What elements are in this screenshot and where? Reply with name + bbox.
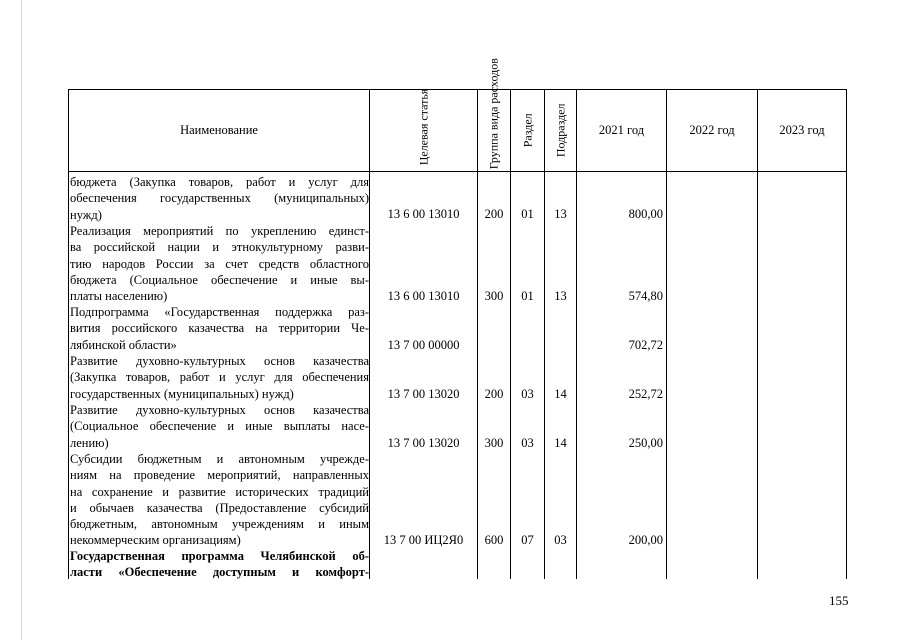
header-2023-label: 2023 год — [779, 122, 825, 137]
header-group — [478, 57, 510, 171]
name-line: нужд) — [70, 207, 102, 222]
header-name-label: Наименование — [180, 122, 258, 137]
amount-2021: 574,80 — [628, 289, 663, 303]
name-line: бюджета (Закупка товаров, работ и услуг для — [70, 175, 369, 189]
target-code: 13 7 00 ИЦ2Я0 — [383, 533, 464, 547]
header-2022 — [667, 89, 757, 171]
name-line: ниям на проведение мероприятий, направленных — [70, 468, 369, 483]
header-name — [69, 89, 369, 171]
header-2021-label: 2021 год — [598, 122, 645, 137]
section-code: 03 — [521, 436, 534, 450]
amount-2021: 252,72 — [628, 387, 663, 401]
subsection-code: 13 — [554, 289, 567, 303]
scan-edge — [21, 0, 22, 640]
name-line: Субсидии бюджетным и автономным учрежде- — [70, 452, 369, 466]
table-row-name — [70, 451, 369, 549]
expense-group: 200 — [484, 207, 504, 221]
section-code: 01 — [521, 207, 534, 221]
name-line: Государственная программа Челябинской об- — [70, 549, 369, 563]
expense-group: 300 — [484, 436, 504, 450]
table-row-name — [70, 304, 369, 353]
expense-group: 600 — [484, 533, 504, 547]
subsection-code: 03 — [554, 533, 567, 547]
header-target-label: Целевая статья — [416, 88, 431, 165]
name-line: на сохранение и развитие исторических традиций — [70, 484, 369, 499]
header-2022-label: 2022 год — [689, 122, 735, 137]
name-line: государственных (муниципальных) нужд) — [70, 386, 294, 401]
name-line: и обычаев казачества (Предоставление субсидий — [70, 500, 369, 515]
header-subsection-label: Подраздел — [553, 103, 568, 157]
name-line: (Социальное обеспечение и иные выплаты насе- — [70, 419, 369, 434]
table-row-name — [70, 548, 369, 581]
table-row-name — [70, 353, 369, 402]
table-row-name — [70, 402, 369, 451]
name-line: ва российской нации и этнокультурному разви- — [70, 240, 369, 255]
header-divider — [68, 171, 847, 172]
header-subsection — [545, 89, 576, 171]
header-2021 — [577, 89, 666, 171]
subsection-code: 14 — [554, 387, 567, 401]
target-code: 13 7 00 13020 — [387, 387, 460, 401]
subsection-code: 14 — [554, 436, 567, 450]
name-line: ласти «Обеспечение доступным и комфорт- — [70, 565, 369, 580]
name-line: бюджетным, автономным учреждениям и иным — [70, 517, 369, 532]
subsection-code: 13 — [554, 207, 567, 221]
name-line: Развитие духовно-культурных основ казачества — [70, 403, 369, 417]
amount-2021: 702,72 — [628, 338, 663, 352]
table-row-name — [70, 223, 369, 304]
target-code: 13 7 00 13020 — [387, 436, 460, 450]
name-line: бюджета (Социальное обеспечение и иные вы- — [70, 272, 369, 287]
amount-2021: 800,00 — [628, 207, 663, 221]
budget-table — [68, 57, 847, 580]
expense-group: 200 — [484, 387, 504, 401]
target-code: 13 7 00 00000 — [387, 338, 460, 352]
name-line: платы населению) — [70, 289, 168, 304]
name-line: Реализация мероприятий по укреплению единст- — [70, 224, 369, 238]
header-2023 — [758, 89, 846, 171]
name-line: лябинской области» — [70, 337, 177, 352]
name-line: обеспечения государственных (муниципальных) — [70, 191, 369, 206]
name-line: некоммерческим организациям) — [70, 533, 241, 548]
name-line: (Закупка товаров, работ и услуг для обеспечения — [70, 370, 369, 385]
table-row-name — [70, 174, 369, 223]
amount-2021: 250,00 — [628, 436, 663, 450]
target-code: 13 6 00 13010 — [387, 289, 460, 303]
section-code: 07 — [521, 533, 534, 547]
header-section — [511, 89, 544, 171]
header-target — [370, 89, 477, 171]
table-border-right — [846, 89, 847, 579]
header-group-label: Группа вида расходов — [486, 57, 501, 169]
page-number: 155 — [829, 593, 849, 608]
section-code: 01 — [521, 289, 534, 303]
name-line: вития российского казачества на территории Че- — [70, 321, 369, 336]
expense-group: 300 — [484, 289, 504, 303]
name-line: Подпрограмма «Государственная поддержка раз- — [70, 305, 369, 319]
name-line: тию народов России за счет средств областного — [70, 256, 369, 271]
header-section-label: Раздел — [520, 113, 535, 147]
name-line: лению) — [70, 435, 109, 450]
amount-2021: 200,00 — [628, 533, 663, 547]
section-code: 03 — [521, 387, 534, 401]
name-line: Развитие духовно-культурных основ казачества — [70, 354, 369, 368]
target-code: 13 6 00 13010 — [387, 207, 460, 221]
